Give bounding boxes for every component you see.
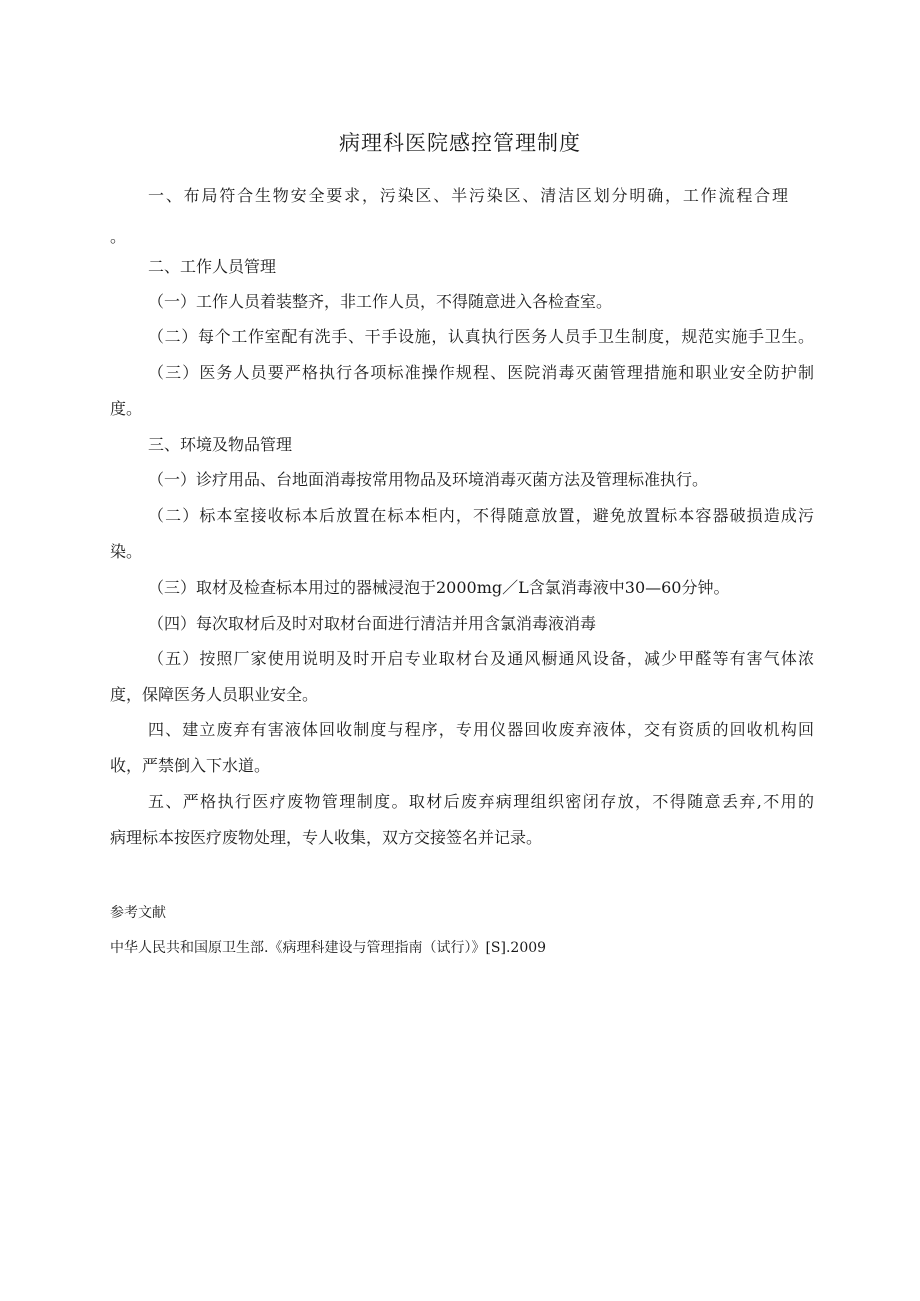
references-heading: 参考文献 [110, 905, 166, 921]
paragraph-line: （四）每次取材后及时对取材台面进行清洁并用含氯消毒液消毒 [148, 614, 597, 633]
paragraph-line: （二）每个工作室配有洗手、干手设施，认真执行医务人员手卫生制度，规范实施手卫生。 [148, 327, 814, 346]
paragraph-line: （一）工作人员着装整齐，非工作人员，不得随意进入各检查室。 [148, 292, 613, 311]
paragraph-line: 五、严格执行医疗废物管理制度。取材后废弃病理组织密闭存放，不得随意丢弃,不用的 [148, 792, 814, 811]
paragraph-line: 四、建立废弃有害液体回收制度与程序，专用仪器回收废弃液体，交有资质的回收机构回 [148, 720, 814, 739]
paragraph-line: （二）标本室接收标本后放置在标本柜内，不得随意放置，避免放置标本容器破损造成污 [148, 506, 814, 525]
paragraph-line: 染。 [110, 542, 143, 561]
paragraph-line: 度，保障医务人员职业安全。 [110, 685, 319, 704]
reference-entry: 中华人民共和国原卫生部.《病理科建设与管理指南（试行）》[S].2009 [110, 940, 547, 956]
section-heading: 三、环境及物品管理 [148, 435, 293, 454]
section-heading: 二、工作人员管理 [148, 257, 277, 276]
paragraph-line: 收，严禁倒入下水道。 [110, 756, 271, 775]
paragraph-line: 。 [110, 227, 127, 246]
paragraph-line: （三）取材及检查标本用过的器械浸泡于2000mg／L含氯消毒液中30—60分钟。 [148, 578, 730, 597]
paragraph-line: 病理标本按医疗废物处理，专人收集，双方交接签名并记录。 [110, 828, 543, 847]
paragraph-line: （五）按照厂家使用说明及时开启专业取材台及通风橱通风设备，减少甲醛等有害气体浓 [148, 649, 814, 668]
paragraph-line: （三）医务人员要严格执行各项标准操作规程、医院消毒灭菌管理措施和职业安全防护制 [148, 363, 814, 382]
document-title: 病理科医院感控管理制度 [339, 131, 581, 155]
paragraph-line: （一）诊疗用品、台地面消毒按常用物品及环境消毒灭菌方法及管理标准执行。 [148, 470, 709, 489]
paragraph-line: 一、布局符合生物安全要求，污染区、半污染区、清洁区划分明确，工作流程合理 [148, 186, 788, 205]
paragraph-line: 度。 [110, 399, 143, 418]
